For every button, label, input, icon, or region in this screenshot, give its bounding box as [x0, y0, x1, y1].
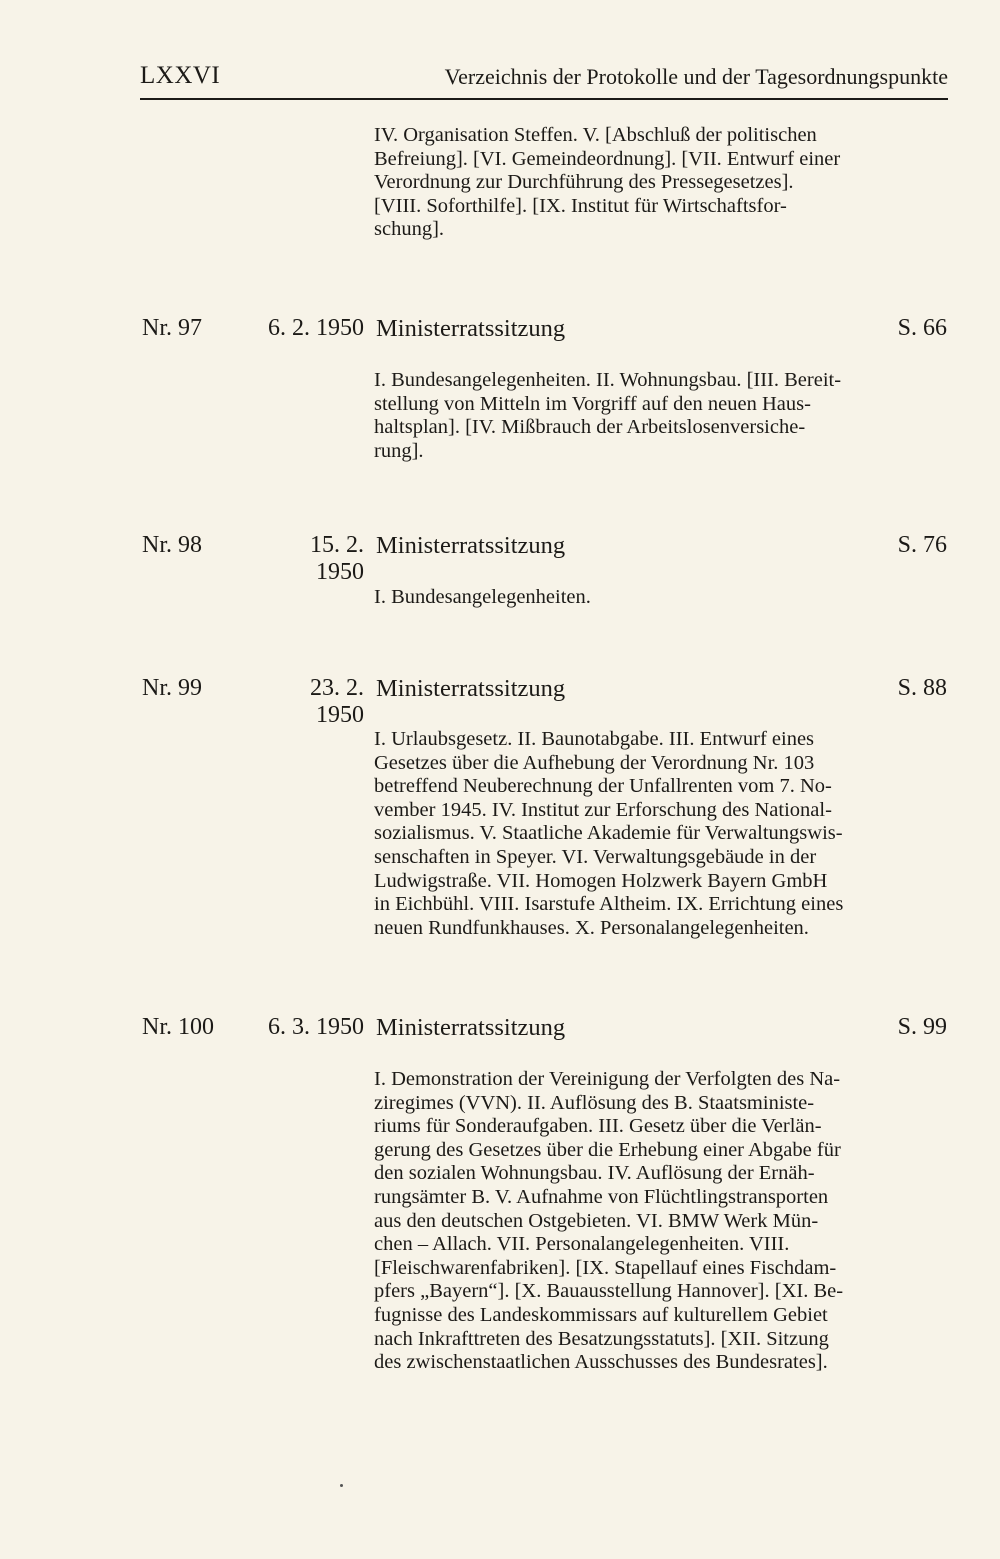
- entry-heading-99: [0, 675, 1000, 728]
- text-line: schung].: [374, 218, 445, 241]
- text-line: [VIII. Soforthilfe]. [IX. Institut für Wirtschaftsfor-: [374, 194, 787, 217]
- protocol-title: Ministerratssitzung: [376, 532, 566, 559]
- print-speck: [340, 1484, 343, 1487]
- protocol-date: 15. 2. 1950: [310, 532, 364, 585]
- protocol-page: S. 88: [897, 675, 947, 701]
- text-line: betreffend Neuberechnung der Unfallrenten vom 7. No-: [374, 775, 832, 798]
- protocol-title: Ministerratssitzung: [376, 675, 566, 702]
- entry-heading-97: [0, 315, 1000, 349]
- protocol-number: Nr. 100: [142, 1014, 214, 1040]
- protocol-page: S. 66: [897, 315, 947, 341]
- text-line: aus den deutschen Ostgebieten. VI. BMW Werk Mün-: [374, 1209, 819, 1232]
- protocol-title: Ministerratssitzung: [376, 315, 566, 342]
- protocol-number: Nr. 99: [142, 675, 202, 701]
- text-line: in Eichbühl. VIII. Isarstufe Altheim. IX. Errichtung eines: [374, 893, 844, 916]
- text-line: sozialismus. V. Staatliche Akademie für Verwaltungswis-: [374, 822, 843, 845]
- agenda-paragraph-100: [374, 1068, 879, 1375]
- agenda-paragraph-98: [374, 586, 879, 610]
- text-line: Ludwigstraße. VII. Homogen Holzwerk Bayern GmbH: [374, 869, 828, 892]
- entry-heading-98: [0, 532, 1000, 585]
- running-title: Verzeichnis der Protokolle und der Tagesordnungspunkte: [444, 64, 948, 89]
- protocol-date: 6. 3. 1950: [268, 1014, 364, 1040]
- text-line: Gesetzes über die Aufhebung der Verordnung Nr. 103: [374, 751, 815, 774]
- protocol-title: Ministerratssitzung: [376, 1014, 566, 1041]
- text-line: I. Bundesangelegenheiten. II. Wohnungsbau. [III. Bereit-: [374, 369, 842, 391]
- protocol-page: S. 99: [897, 1014, 947, 1040]
- text-line: IV. Organisation Steffen. V. [Abschluß der politischen: [374, 124, 817, 146]
- text-line: fugnisse des Landeskommissars auf kulturellem Gebiet: [374, 1303, 828, 1326]
- protocol-number: Nr. 98: [142, 532, 202, 558]
- text-line: rungsämter B. V. Aufnahme von Flüchtlingstransporten: [374, 1185, 829, 1208]
- protocol-date: 23. 2. 1950: [310, 675, 364, 728]
- text-line: haltsplan]. [IV. Mißbrauch der Arbeitslosenversiche-: [374, 416, 806, 439]
- text-line: vember 1945. IV. Institut zur Erforschung des National-: [374, 798, 832, 821]
- agenda-paragraph-97: [374, 369, 879, 463]
- text-line: chen – Allach. VII. Personalangelegenheiten. VIII.: [374, 1233, 790, 1256]
- protocol-page: S. 76: [897, 532, 947, 558]
- text-line: Befreiung]. [VI. Gemeindeordnung]. [VII. Entwurf einer: [374, 147, 841, 170]
- text-line: Verordnung zur Durchführung des Pressegesetzes].: [374, 171, 794, 194]
- text-line: I. Demonstration der Vereinigung der Verfolgten des Na-: [374, 1068, 841, 1090]
- text-line: nach Inkrafttreten des Besatzungsstatuts]. [XII. Sitzung: [374, 1327, 829, 1350]
- text-line: den sozialen Wohnungsbau. IV. Auflösung der Ernäh-: [374, 1162, 815, 1185]
- protocol-date: 6. 2. 1950: [268, 315, 364, 341]
- text-line: gerung des Gesetzes über die Erhebung einer Abgabe für: [374, 1138, 841, 1161]
- text-line: stellung von Mitteln im Vorgriff auf den neuen Haus-: [374, 392, 811, 415]
- text-line: rung].: [374, 439, 424, 462]
- text-line: [Fleischwarenfabriken]. [IX. Stapellauf eines Fischdam-: [374, 1256, 837, 1279]
- text-line: neuen Rundfunkhauses. X. Personalangelegenheiten.: [374, 916, 809, 939]
- text-line: ziregimes (VVN). II. Auflösung des B. Staatsministe-: [374, 1091, 815, 1114]
- continuation-paragraph: [374, 124, 879, 242]
- text-line: I. Urlaubsgesetz. II. Baunotabgabe. III. Entwurf eines: [374, 728, 815, 750]
- protocol-number: Nr. 97: [142, 315, 202, 341]
- page-header: [140, 58, 948, 100]
- entry-heading-100: [0, 1014, 1000, 1048]
- page-number: LXXVI: [140, 62, 221, 89]
- text-line: I. Bundesangelegenheiten.: [374, 586, 591, 608]
- text-line: pfers „Bayern“]. [X. Bauausstellung Hannover]. [XI. Be-: [374, 1280, 844, 1303]
- text-line: des zwischenstaatlichen Ausschusses des Bundesrates].: [374, 1351, 828, 1374]
- text-line: senschaften in Speyer. VI. Verwaltungsgebäude in der: [374, 845, 817, 868]
- agenda-paragraph-99: [374, 728, 879, 940]
- text-line: riums für Sonderaufgaben. III. Gesetz über die Verlän-: [374, 1115, 822, 1138]
